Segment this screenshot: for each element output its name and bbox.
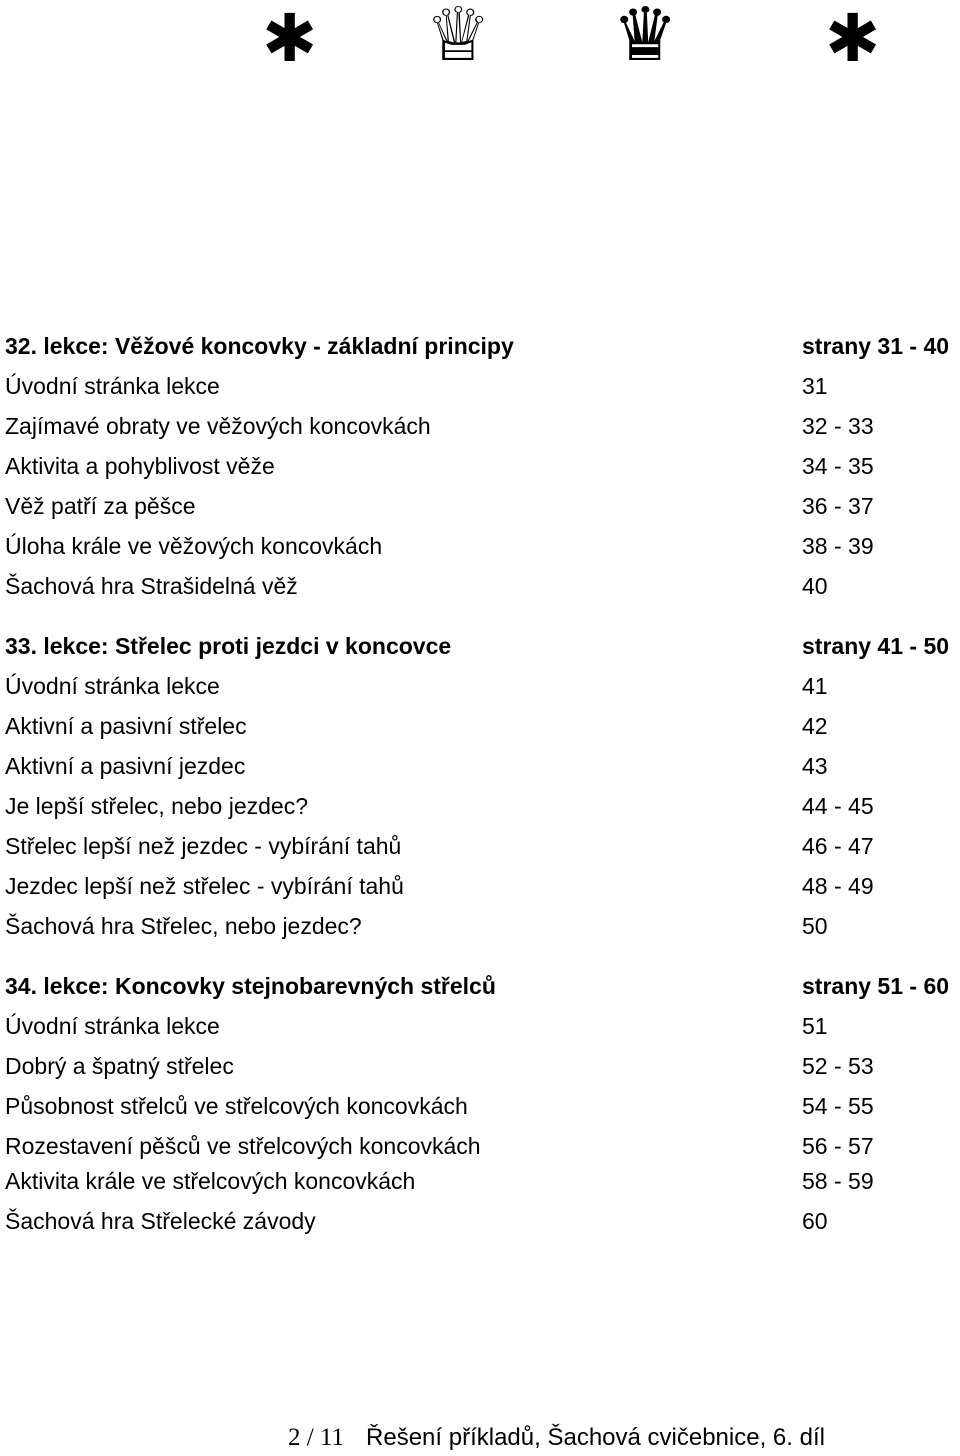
lesson-title: 33. lekce: Střelec proti jezdci v koncovce [5,633,452,659]
white-queen-icon: ♕ [425,0,492,78]
toc-item-pages: 42 [802,713,828,739]
toc-item-pages: 43 [802,753,828,779]
toc-item [5,786,960,826]
header-ornaments [0,0,960,80]
toc-item-title: Rozestavení pěšců ve střelcových koncovkách [5,1133,481,1159]
toc-item-title: Jezdec lepší než střelec - vybírání tahů [5,873,404,899]
toc-item [5,1046,960,1086]
toc-item-pages: 52 - 53 [802,1053,874,1079]
toc-item [5,706,960,746]
page-number: 2 / 11 [288,1424,345,1451]
toc-item-title: Úvodní stránka lekce [5,673,220,699]
toc-item-title: Zajímavé obraty ve věžových koncovkách [5,413,431,439]
toc-item-title: Úvodní stránka lekce [5,373,220,399]
toc-item-pages: 50 [802,913,828,939]
toc-item [5,446,960,486]
table-of-contents [5,326,960,1241]
toc-item-pages: 40 [802,573,828,599]
asterisk-icon: ✱ [262,0,318,77]
lesson-heading [5,966,960,1006]
toc-item-pages: 48 - 49 [802,873,874,899]
lesson-title: 32. lekce: Věžové koncovky - základní principy [5,333,514,359]
lesson-heading [5,326,960,366]
toc-item [5,566,960,606]
toc-item-title: Aktivní a pasivní jezdec [5,753,246,779]
toc-item [5,906,960,946]
toc-item-title: Úvodní stránka lekce [5,1013,220,1039]
toc-item [5,1201,960,1241]
toc-item-pages: 46 - 47 [802,833,874,859]
document-title: Řešení příkladů, Šachová cvičebnice, 6. díl [366,1424,825,1451]
toc-item-title: Věž patří za pěšce [5,493,196,519]
toc-item [5,1126,960,1161]
toc-item [5,486,960,526]
toc-item [5,1161,960,1201]
toc-item-pages: 38 - 39 [802,533,874,559]
toc-item-title: Šachová hra Strašidelná věž [5,573,298,599]
asterisk-icon: ✱ [825,0,881,77]
lesson-title: 34. lekce: Koncovky stejnobarevných střelců [5,973,496,999]
toc-item-title: Šachová hra Střelec, nebo jezdec? [5,913,362,939]
toc-item-pages: 60 [802,1208,828,1234]
toc-item-pages: 56 - 57 [802,1133,874,1159]
toc-item-pages: 58 - 59 [802,1168,874,1194]
toc-item-title: Aktivita krále ve střelcových koncovkách [5,1168,416,1194]
toc-item-pages: 32 - 33 [802,413,874,439]
section-gap [5,606,960,626]
toc-item [5,866,960,906]
toc-item-title: Šachová hra Střelecké závody [5,1208,316,1234]
toc-item [5,1086,960,1126]
page-footer [288,1420,825,1456]
lesson-pages: strany 51 - 60 [802,973,950,999]
toc-item-title: Střelec lepší než jezdec - vybírání tahů [5,833,402,859]
toc-item [5,526,960,566]
black-queen-icon: ♛ [612,0,679,78]
toc-item-pages: 31 [802,373,828,399]
toc-item-pages: 36 - 37 [802,493,874,519]
toc-item-pages: 41 [802,673,828,699]
toc-item [5,406,960,446]
toc-item [5,1006,960,1046]
toc-item [5,666,960,706]
toc-item-pages: 44 - 45 [802,793,874,819]
toc-item-title: Aktivita a pohyblivost věže [5,453,275,479]
lesson-pages: strany 41 - 50 [802,633,950,659]
toc-item [5,366,960,406]
toc-item-title: Úloha krále ve věžových koncovkách [5,533,383,559]
toc-item [5,826,960,866]
toc-item-title: Je lepší střelec, nebo jezdec? [5,793,309,819]
toc-item-pages: 51 [802,1013,828,1039]
toc-item-pages: 34 - 35 [802,453,874,479]
section-gap [5,946,960,966]
lesson-pages: strany 31 - 40 [802,333,950,359]
lesson-heading [5,626,960,666]
toc-item-title: Působnost střelců ve střelcových koncovkách [5,1093,468,1119]
toc-item [5,746,960,786]
toc-item-pages: 54 - 55 [802,1093,874,1119]
toc-item-title: Aktivní a pasivní střelec [5,713,247,739]
toc-item-title: Dobrý a špatný střelec [5,1053,234,1079]
